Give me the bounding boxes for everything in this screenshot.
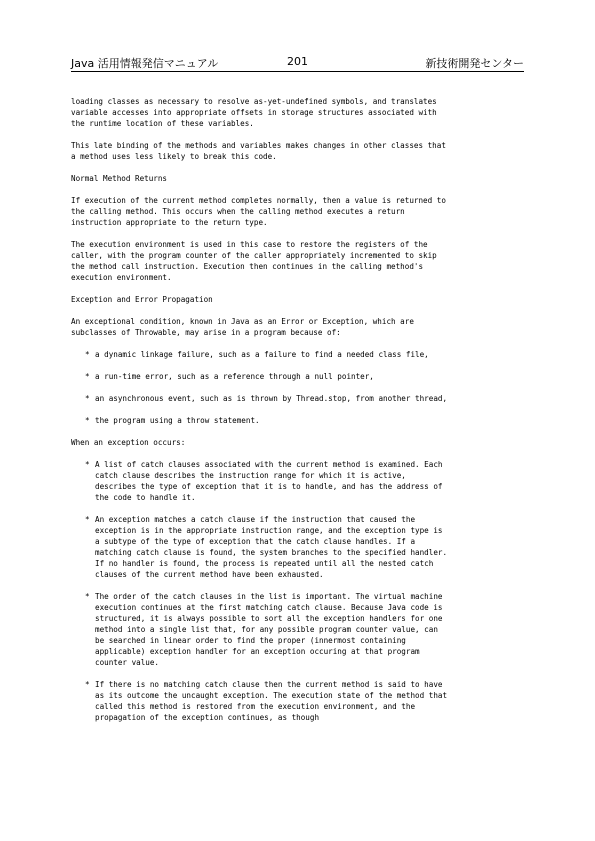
- bullet-icon: *: [85, 515, 90, 524]
- header-title: Java 活用情報発信マニュアル: [71, 57, 219, 70]
- paragraph: The execution environment is used in this case to restore the registers of the caller, with the program counter of the caller appropriately incremented to skip the method call instruction. Execution then continues in the calling method's execution environment.: [71, 240, 437, 282]
- list-item: * a run-time error, such as a reference through a null pointer,: [85, 372, 374, 381]
- bullet-icon: *: [85, 372, 90, 381]
- section-heading: Normal Method Returns: [71, 174, 168, 183]
- list-item: * An exception matches a catch clause if the instruction that caused the exception is in the appropriate instruction range, and the exception type is a subtype of the type of exception that the catch clause handles. If a matching catch clause is found, the system branches to the specified handler. If no handler is found, the process is repeated until all the nested catch clauses of the current method have been exhausted.: [85, 515, 448, 579]
- bullet-icon: *: [85, 680, 90, 689]
- exception-handling-list: [71, 459, 451, 723]
- page-body: [71, 96, 451, 734]
- paragraph: When an exception occurs:: [71, 438, 186, 447]
- bullet-icon: *: [85, 416, 90, 425]
- paragraph: This late binding of the methods and variables makes changes in other classes that a method uses less likely to break this code.: [71, 141, 446, 161]
- paragraph: An exceptional condition, known in Java as an Error or Exception, which are subclasses of Throwable, may arise in a program because of:: [71, 317, 414, 337]
- list-item: * The order of the catch clauses in the list is important. The virtual machine execution continues at the first matching catch clause. Because Java code is structured, it is always possible to sort all the exception handlers for one method into a single list that, for any possible program counter value, can be searched in linear order to find the proper (innermost containing applicable) exception handler for an exception occuring at that program counter value.: [85, 592, 443, 667]
- list-item: * the program using a throw statement.: [85, 416, 260, 425]
- paragraph: If execution of the current method completes normally, then a value is returned to the calling method. This occurs when the calling method executes a return instruction appropriate to the return type.: [71, 196, 446, 227]
- list-item: * a dynamic linkage failure, such as a failure to find a needed class file,: [85, 350, 429, 359]
- list-item: * an asynchronous event, such as is thrown by Thread.stop, from another thread,: [85, 394, 448, 403]
- bullet-icon: *: [85, 394, 90, 403]
- page-number: 201: [287, 55, 308, 68]
- header-organization: 新技術開発センター: [425, 57, 524, 70]
- bullet-icon: *: [85, 460, 90, 469]
- exception-causes-list: [71, 349, 451, 426]
- list-item: * A list of catch clauses associated with the current method is examined. Each catch clause describes the instruction range for which it is active, describes the type of exception that it is to handle, and has the address of the code to handle it.: [85, 460, 443, 502]
- bullet-icon: *: [85, 350, 90, 359]
- list-item: * If there is no matching catch clause then the current method is said to have as its outcome the uncaught exception. The execution state of the method that called this method is restored from the execution environment, and the propagation of the exception continues, as though: [85, 680, 448, 722]
- bullet-icon: *: [85, 592, 90, 601]
- paragraph: loading classes as necessary to resolve as-yet-undefined symbols, and translates variable accesses into appropriate offsets in storage structures associated with the runtime location of these variables.: [71, 97, 437, 128]
- page-header: [71, 53, 524, 72]
- section-heading: Exception and Error Propagation: [71, 295, 213, 304]
